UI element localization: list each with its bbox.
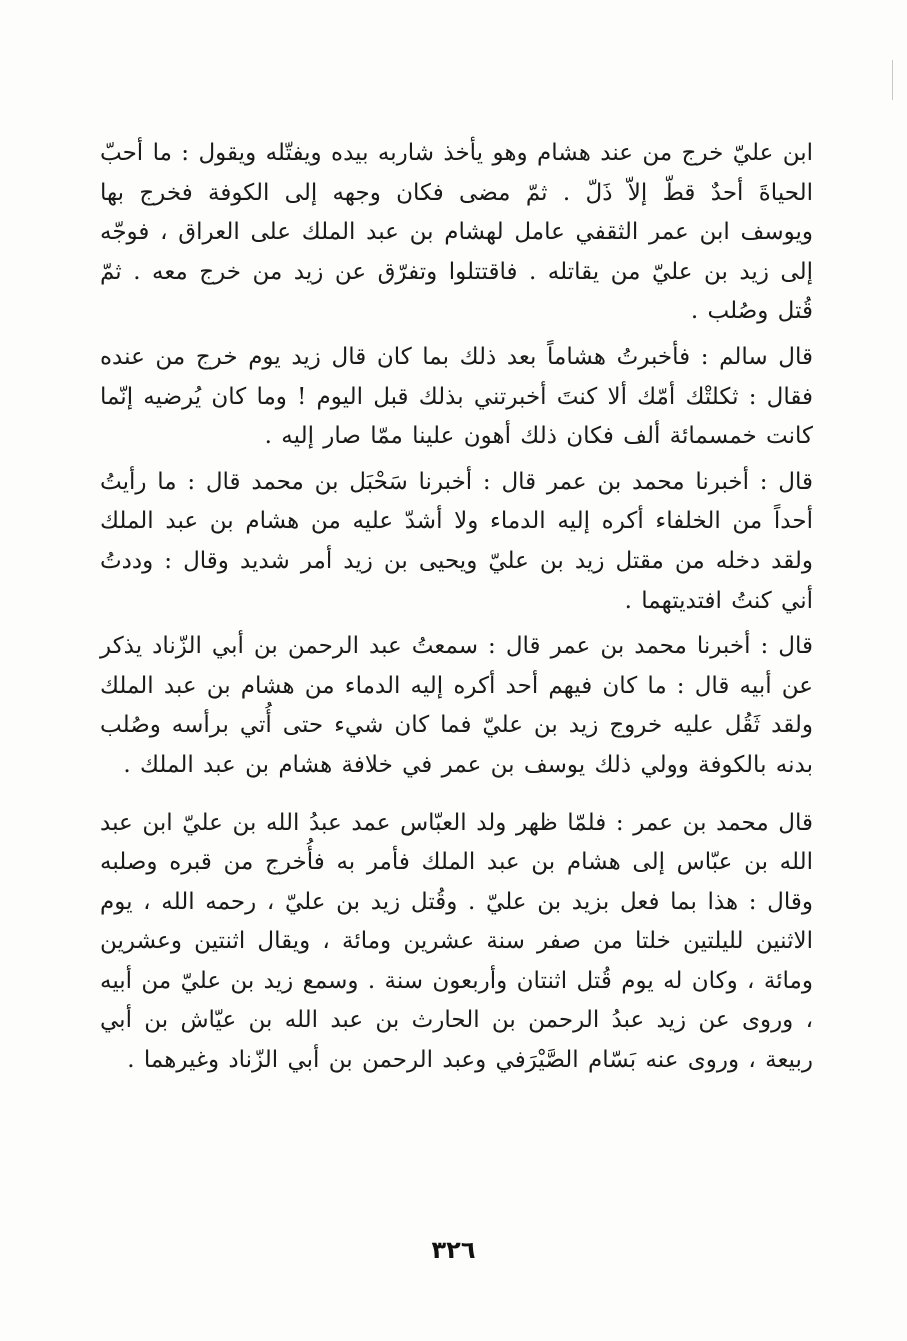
- paragraph-5: قال محمد بن عمر : فلمّا ظهر ولد العبّاس عمد عبدُ الله بن عليّ ابن عبد الله بن عبّاس إلى هشام بن عبد الملك فأمر به فأُخرج من قبره وصلبه وقال : هذا بما فعل بزيد بن عليّ . وقُتل زيد بن عليّ ، رحمه الله ، يوم الاثنين لليلتين خلتا من صفر سنة عشرين ومائة ، ويقال اثنتين وعشرين ومائة ، وكان له يوم قُتل اثنتان وأربعون سنة . وسمع زيد بن عليّ من أبيه ، وروى عن زيد عبدُ الرحمن بن الحارث بن عبد الله بن عيّاش بن أبي ربيعة ، وروى عنه بَسّام الصَّيْرَفي وعبد الرحمن بن أبي الزّناد وغيرهما .: [100, 809, 813, 1074]
- paragraph-1: ابن عليّ خرج من عند هشام وهو يأخذ شاربه بيده ويفتّله ويقول : ما أحبّ الحياةَ أحدٌ قطّ إلاّ ذَلّ . ثمّ مضى فكان وجهه إلى الكوفة فخرج بها ويوسف ابن عمر الثقفي عامل لهشام بن عبد الملك على العراق ، فوجّه إلى زيد بن عليّ من يقاتله . فاقتتلوا وتفرّق عن زيد من خرج معه . ثمّ قُتل وصُلب .: [100, 140, 813, 325]
- paragraph-4: قال : أخبرنا محمد بن عمر قال : سمعتُ عبد الرحمن بن أبي الزّناد يذكر عن أبيه قال : ما كان فيهم أحد أكره إليه الدماء من هشام بن عبد الملك ولقد ثَقُل عليه خروج زيد بن عليّ فما كان شيء حتى أُتي برأسه وصُلب بدنه بالكوفة وولي ذلك يوسف بن عمر في خلافة هشام بن عبد الملك .: [100, 633, 813, 778]
- paragraph-2: قال سالم : فأخبرتُ هشاماً بعد ذلك بما كان قال زيد يوم خرج من عنده فقال : ثكلتْك أمّك ألا كنتَ أخبرتني بذلك قبل اليوم ! وما كان يُرضيه إنّما كانت خمسمائة ألف فكان ذلك أهون علينا ممّا صار إليه .: [100, 343, 813, 450]
- page-number: ٣٢٦: [431, 1236, 476, 1264]
- paragraph-3: قال : أخبرنا محمد بن عمر قال : أخبرنا سَحْبَل بن محمد قال : ما رأيتُ أحداً من الخلفاء أكره إليه الدماء ولا أشدّ عليه من هشام بن عبد الملك ولقد دخله من مقتل زيد بن عليّ ويحيى بن زيد أمر شديد وقال : وددتُ أني كنتُ افتديتهما .: [100, 468, 813, 614]
- body-text: [100, 134, 813, 1081]
- scan-edge-mark: [892, 60, 893, 100]
